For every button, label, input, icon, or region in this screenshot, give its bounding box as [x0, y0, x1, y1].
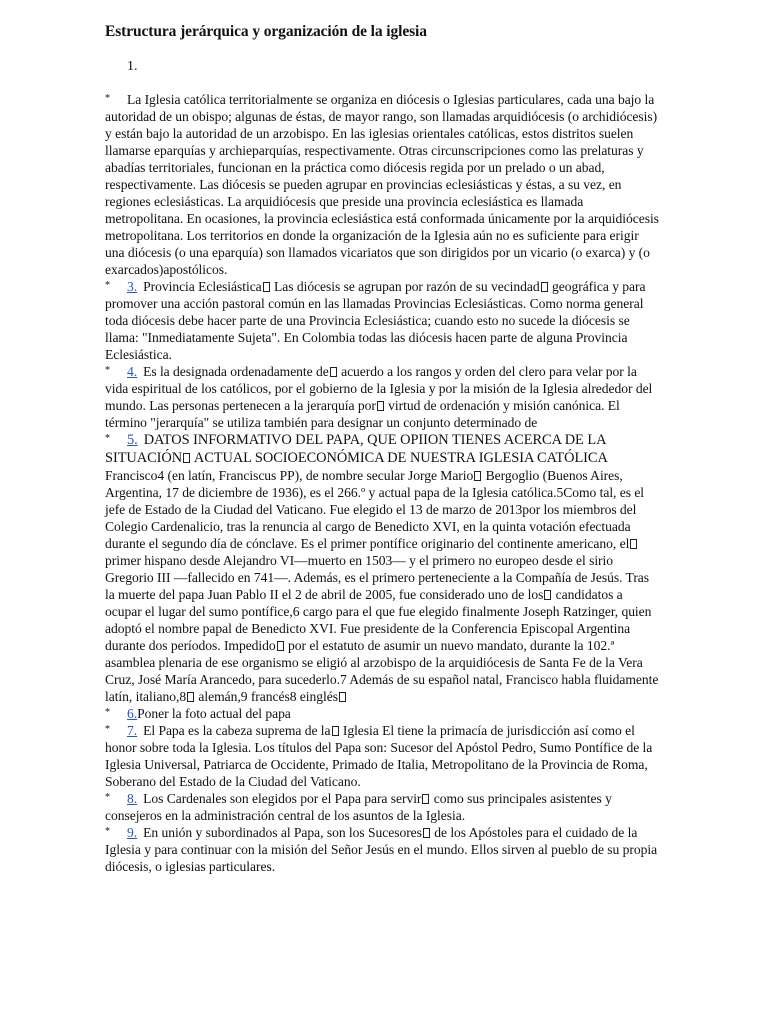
missing-glyph-icon — [263, 282, 270, 292]
paragraph-cardenales: * 8. Los Cardenales son elegidos por el Papa para servir como sus principales asistentes y consejeros en la administración central de los asuntos de la Iglesia. — [105, 791, 612, 823]
missing-glyph-icon — [377, 401, 384, 411]
paragraph-papa-biografia: Francisco4 (en latín, Franciscus PP), de nombre secular Jorge Mario Bergoglio (Buenos Aires, Argentina, 17 de diciembre de 1936), es el 266.º y actual papa de la Iglesia católica.5Como tal, es el jefe de Estado de la Ciudad del Vaticano. Fue elegido el 13 de marzo de 2013por los miembros del Colegio Cardenalicio, tras la renuncia al cargo de Benedicto XVI, en la quinta votación efectuada durante el segundo día de cónclave. Es el primer pontífice originario del continente americano, el primer hispano desde Alejandro VI—muerto en 1503— y el primero no europeo desde el sirio Gregorio III —fallecido en 741—. Además, es el primero perteneciente a la Compañía de Jesús. Tras la muerte del papa Juan Pablo II el 2 de abril de 2005, fue considerado uno de los candidatos a ocupar el lugar del sumo pontífice,6 cargo para el que fue elegido finalmente Joseph Ratzinger, quien adoptó el nombre papal de Benedicto XVI. Fue presidente de la Conferencia Episcopal Argentina durante dos períodos. Impedido por el estatuto de asumir un nuevo mandato, durante la 102.ª asamblea plenaria de ese organismo se eligió al arzobispo de la arquidiócesis de Santa Fe de la Vera Cruz, José María Arancedo, para sucederlo.7 Además de su español natal, Francisco habla fluidamente latín, italiano,8 alemán,9 francés8 einglés — [105, 468, 659, 704]
link-8[interactable]: 8. — [127, 791, 138, 806]
paragraph-text: Es la designada ordenadamente de — [143, 364, 329, 379]
paragraph-text: Provincia Eclesiástica — [143, 279, 262, 294]
list-number: 1. — [127, 59, 138, 74]
page-title: Estructura jerárquica y organización de la iglesia — [105, 23, 427, 40]
paragraph-text: La Iglesia católica territorialmente se organiza en diócesis o Iglesias particulares, cada una bajo la autoridad de un obispo; algunas de éstas, de mayor rango, son llamadas arquidiócesis (o archidiócesis) y están bajo la autoridad de un arzobispo. En las iglesias orientales católicas, estos distritos suelen llamarse eparquías y archieparquías, respectivamente. Otras circunscripciones como las prelaturas y abadías territoriales, funcionan en la práctica como diócesis regida por un prelado o un abad, respectivamente. Las diócesis se pueden agrupar en provincias eclesiásticas y éstas, a su vez, en regiones eclesiásticas. La arquidiócesis que preside una provincia eclesiástica es llamada metropolitana. En ocasiones, la provincia eclesiástica está conformada únicamente por la arquidiócesis metropolitana. Los territorios en donde la organización de la Iglesia aún no es suficiente para erigir una diócesis (o una eparquía) son llamados vicariatos que son dirigidos por un vicario (o exarca) y (o exarcados)apostólicos. — [105, 92, 659, 277]
bullet-marker: * — [105, 724, 110, 735]
paragraph-text: Poner la foto actual del papa — [137, 706, 291, 721]
link-7[interactable]: 7. — [127, 723, 138, 738]
paragraph-foto — [105, 705, 660, 722]
bullet-marker: * — [105, 365, 110, 376]
paragraph-text: El Papa es la cabeza suprema de la — [143, 723, 331, 738]
missing-glyph-icon — [183, 453, 190, 463]
missing-glyph-icon — [630, 539, 637, 549]
missing-glyph-icon — [277, 641, 284, 651]
section-heading: DATOS INFORMATIVO DEL PAPA, QUE OPIION TIENES ACERCA DE LA SITUACIÓN — [105, 432, 606, 466]
bullet-marker: * — [105, 280, 110, 291]
link-5[interactable]: 5. — [127, 432, 138, 448]
bullet-marker: * — [105, 93, 110, 104]
missing-glyph-icon — [339, 692, 346, 702]
missing-glyph-icon — [187, 692, 194, 702]
missing-glyph-icon — [541, 282, 548, 292]
paragraph-obispos: * 9. En unión y subordinados al Papa, son los Sucesores de los Apóstoles para el cuidado de la Iglesia y para continuar con la misión del Señor Jesús en el mundo. Ellos sirven al pueblo de su propia diócesis, o iglesias particulares. — [105, 825, 658, 874]
link-3[interactable]: 3. — [127, 279, 138, 294]
paragraph-jerarquia: * 4. Es la designada ordenadamente de acuerdo a los rangos y orden del clero para velar por la vida espiritual de los católicos, por el gobierno de la Iglesia y por la misión de la Iglesia alrededor del mundo. Las personas pertenecen a la jerarquía por virtud de ordenación y misión canónica. El término "jerarquía" se utiliza también para designar un conjunto determinado de — [105, 364, 653, 430]
link-4[interactable]: 4. — [127, 364, 138, 379]
paragraph-cabeza-suprema: * 7. El Papa es la cabeza suprema de la Iglesia El tiene la primacía de jurisdicción así como el honor sobre toda la Iglesia. Los títulos del Papa son: Sucesor del Apóstol Pedro, Sumo Pontífice de la Iglesia Universal, Patriarca de Occidente, Primado de Italia, Metropolitano de la Provincia de Roma, Soberano del Estado de la Ciudad del Vaticano. — [105, 723, 653, 789]
link-9[interactable]: 9. — [127, 825, 138, 840]
paragraph-text: En unión y subordinados al Papa, son los Sucesores — [143, 825, 422, 840]
missing-glyph-icon — [332, 726, 339, 736]
bullet-marker: * — [105, 792, 110, 803]
missing-glyph-icon — [422, 794, 429, 804]
paragraph-provincia: * 3. Provincia Eclesiástica Las diócesis se agrupan por razón de su vecindad geográfica y para promover una acción pastoral común en las llamadas Provincias Eclesiásticas. Como norma general toda diócesis debe hacer parte de una Provincia Eclesiástica; cuando esto no sucede la diócesis se llama: "Inmediatamente Sujeta". En Colombia todas las diócesis hacen parte de alguna Provincia Eclesiástica. — [105, 279, 646, 362]
document-page — [105, 22, 660, 875]
paragraph-organizacion — [105, 91, 660, 278]
paragraph-text: Francisco4 (en latín, Franciscus PP), de nombre secular Jorge Mario — [105, 468, 474, 483]
missing-glyph-icon — [544, 590, 551, 600]
link-6[interactable]: 6. — [127, 706, 138, 721]
bullet-marker: * — [105, 826, 110, 837]
paragraph-text: Los Cardenales son elegidos por el Papa para servir — [143, 791, 422, 806]
bullet-marker: * — [105, 433, 110, 444]
missing-glyph-icon — [423, 828, 430, 838]
bullet-marker: * — [105, 707, 110, 718]
paragraph-papa-heading: * 5. DATOS INFORMATIVO DEL PAPA, QUE OPIION TIENES ACERCA DE LA SITUACIÓN ACTUAL SOCIOECONÓMICA DE NUESTRA IGLESIA CATÓLICA — [105, 432, 608, 466]
missing-glyph-icon — [474, 471, 481, 481]
missing-glyph-icon — [330, 367, 337, 377]
